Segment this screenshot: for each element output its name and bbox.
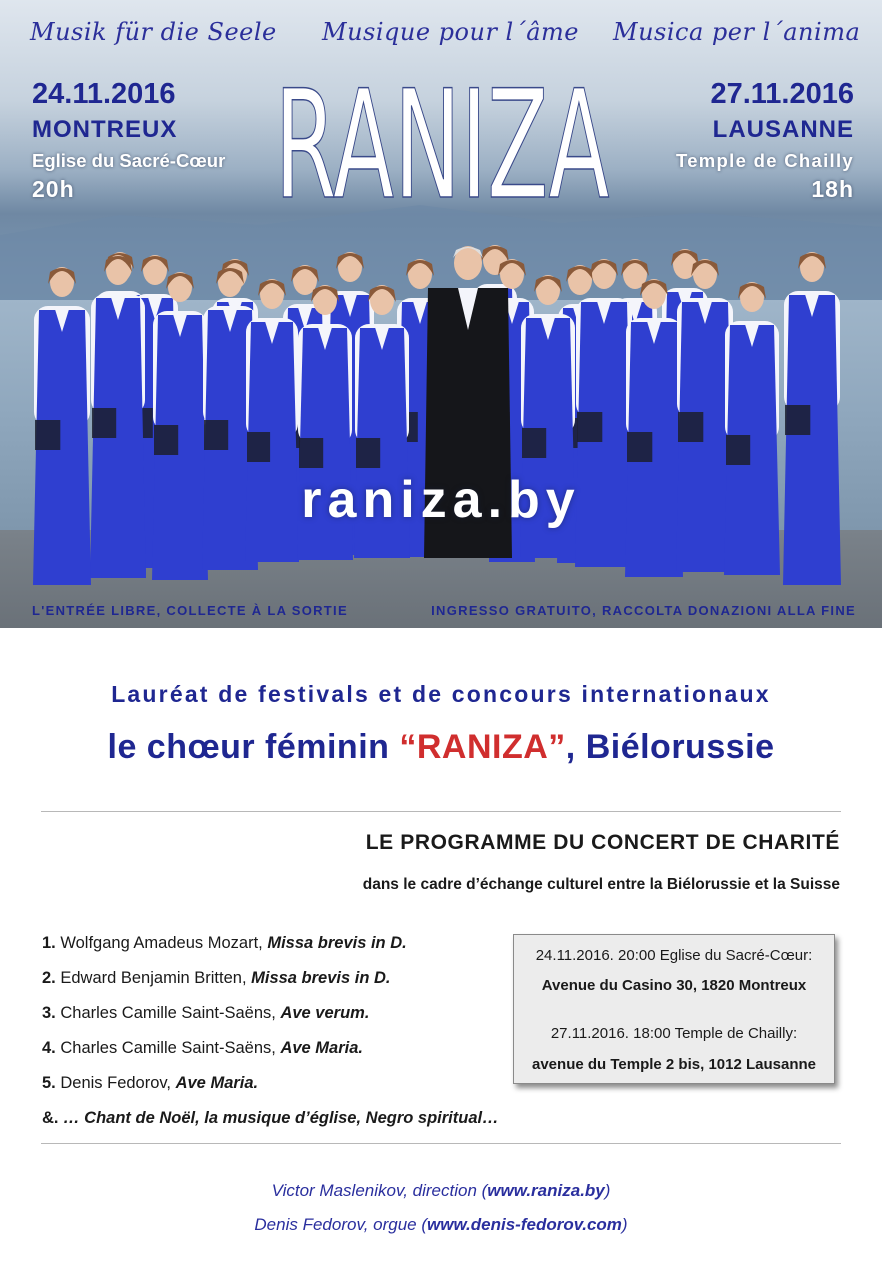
item-composer: Wolfgang Amadeus Mozart, (55, 934, 268, 952)
list-item (42, 1074, 499, 1109)
choir-heading (0, 728, 882, 767)
item-number: 5. (42, 1074, 56, 1092)
divider-bottom (41, 1143, 841, 1144)
tagline-german: Musik für die Seele (30, 18, 277, 46)
left-event-venue: Eglise du Sacré-Cœur (32, 150, 226, 171)
laureate-line: Lauréat de festivals et de concours internationaux (111, 681, 771, 707)
item-number: &. (42, 1109, 59, 1127)
hero-photo (0, 0, 882, 628)
item-work: Ave verum. (280, 1004, 370, 1022)
programme-title: LE PROGRAMME DU CONCERT DE CHARITÉ (365, 831, 840, 854)
item-work: Ave Maria. (280, 1039, 363, 1057)
right-event-time: 18h (811, 176, 854, 202)
lausanne-address: avenue du Temple 2 bis, 1012 Lausanne (532, 1056, 816, 1073)
right-event-venue: Temple de Chailly (675, 150, 854, 171)
left-event-city: MONTREUX (32, 116, 178, 143)
choir-singer (33, 267, 91, 585)
item-work: Missa brevis in D. (267, 934, 407, 952)
choir-prefix: le chœur féminin (107, 728, 400, 766)
item-work: Missa brevis in D. (251, 969, 391, 987)
organ-credit (0, 1215, 882, 1235)
choir-singer (783, 252, 841, 585)
item-number: 1. (42, 934, 56, 952)
item-composer: Edward Benjamin Britten, (55, 969, 252, 987)
list-item (42, 969, 499, 1004)
director-link[interactable]: www.raniza.by (487, 1181, 605, 1200)
right-event-city: LAUSANNE (712, 116, 854, 143)
item-number: 4. (42, 1039, 56, 1057)
programme-subtitle: dans le cadre d’échange culturel entre la Biélorussie et la Suisse (362, 876, 840, 893)
lausanne-datetime: 27.11.2016. 18:00 Temple de Chailly: (550, 1025, 798, 1042)
director-close: ) (604, 1181, 611, 1200)
programme-list (42, 934, 499, 1144)
organ-close: ) (621, 1215, 628, 1234)
tagline-french: Musique pour l´âme (322, 18, 579, 46)
venues-box (513, 934, 835, 1084)
organ-text: Denis Fedorov, orgue ( (254, 1215, 428, 1234)
montreux-datetime: 24.11.2016. 20:00 Eglise du Sacré-Cœur: (535, 947, 813, 964)
item-work: Ave Maria. (175, 1074, 259, 1092)
right-event-date: 27.11.2016 (710, 78, 854, 110)
left-event-time: 20h (32, 176, 75, 202)
item-number: 3. (42, 1004, 56, 1022)
choir-name: “RANIZA” (399, 728, 566, 766)
choir-singer (625, 279, 683, 577)
item-work: … Chant de Noël, la musique d’église, Negro spiritual… (63, 1109, 499, 1127)
choir-suffix: , Biélorussie (565, 728, 775, 766)
item-composer: Denis Fedorov, (55, 1074, 176, 1092)
item-number: 2. (42, 969, 56, 987)
list-item (42, 1109, 499, 1144)
website-overlay: raniza.by (301, 471, 581, 529)
montreux-address: Avenue du Casino 30, 1820 Montreux (541, 977, 807, 994)
list-item (42, 934, 499, 969)
director-text: Victor Maslenikov, direction ( (271, 1181, 488, 1200)
left-event-date: 24.11.2016 (32, 78, 176, 110)
choir-singer (152, 272, 208, 580)
tagline-italian: Musica per l´anima (613, 18, 861, 46)
choir-group (0, 0, 882, 628)
free-entry-note-it: INGRESSO GRATUITO, RACCOLTA DONAZIONI ALLA FINE (431, 603, 856, 618)
item-composer: Charles Camille Saint-Saëns, (55, 1039, 281, 1057)
list-item (42, 1004, 499, 1039)
free-entry-note-fr: L'ENTRÉE LIBRE, COLLECTE À LA SORTIE (32, 603, 348, 618)
list-item (42, 1039, 499, 1074)
divider-top (41, 811, 841, 812)
director-credit (0, 1181, 882, 1201)
raniza-logo-text: RANIZA (274, 72, 610, 212)
item-composer: Charles Camille Saint-Saëns, (55, 1004, 281, 1022)
organ-link[interactable]: www.denis-fedorov.com (427, 1215, 622, 1234)
choir-singer (724, 282, 780, 575)
